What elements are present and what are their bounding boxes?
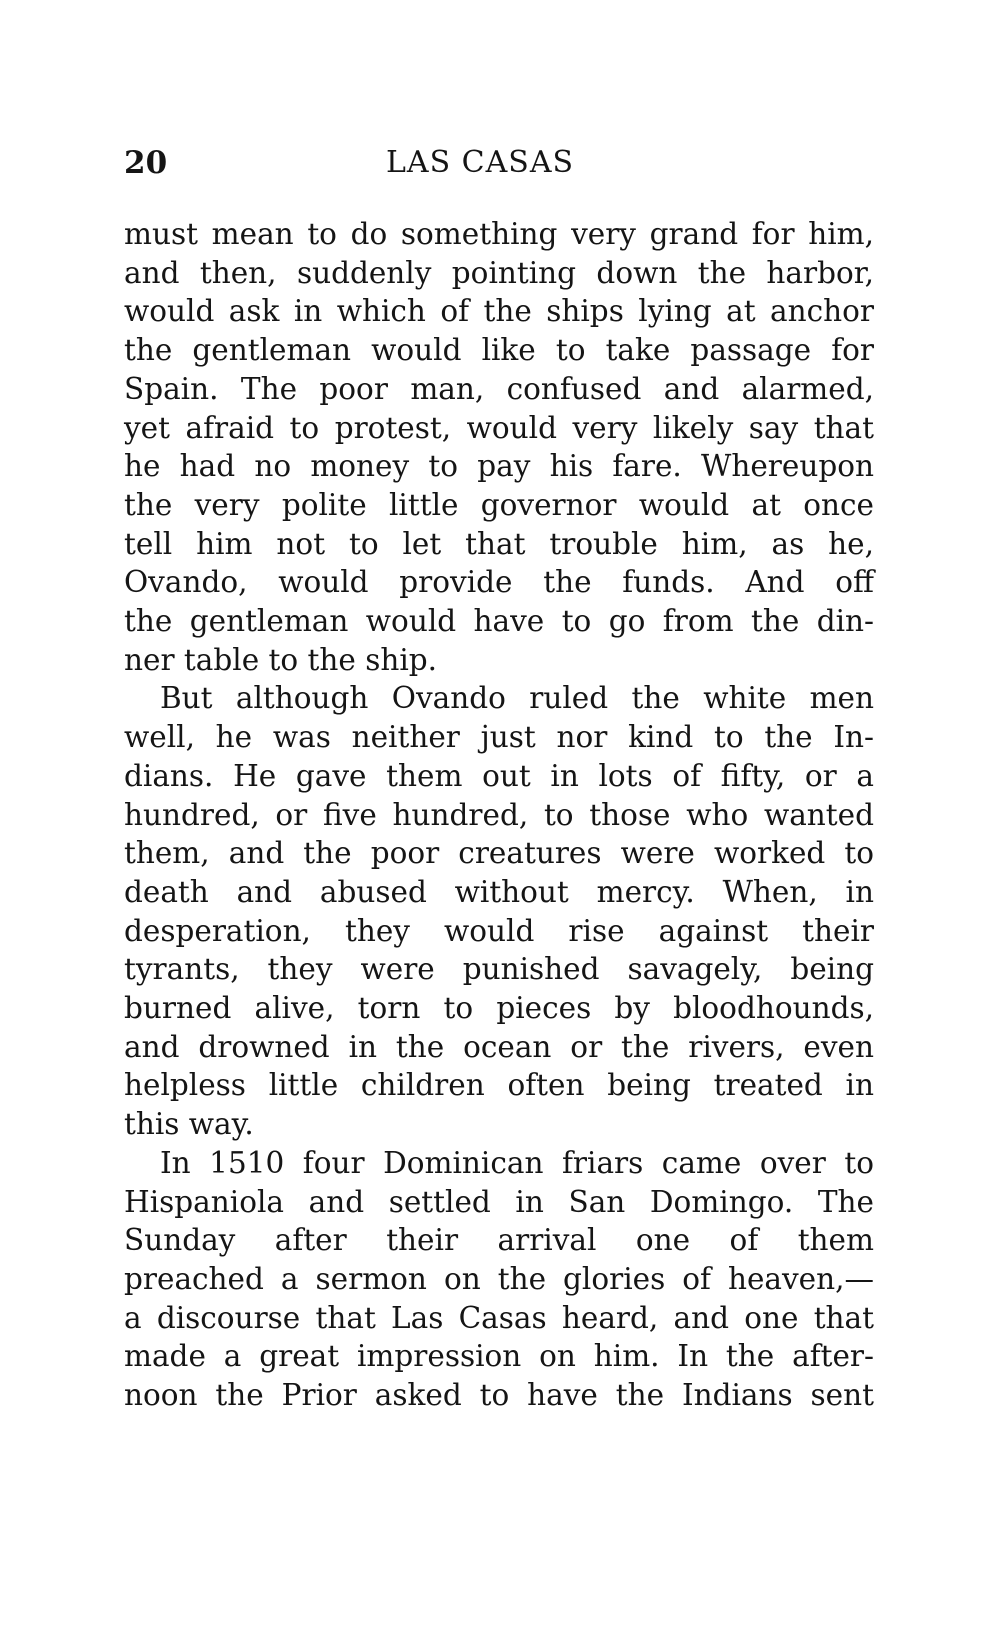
text-line: hundred, or five hundred, to those who wanted [124, 797, 874, 832]
text-line: desperation, they would rise against their [124, 913, 874, 948]
text-line: burned alive, torn to pieces by bloodhounds, [124, 991, 874, 1026]
text-line: helpless little children often being treated in [124, 1068, 874, 1103]
text-line: made a great impression on him. In the after- [124, 1339, 874, 1374]
text-line: would ask in which of the ships lying at anchor [124, 294, 874, 329]
text-line: yet afraid to protest, would very likely say that [124, 410, 874, 445]
text-line: death and abused without mercy. When, in [124, 874, 874, 909]
running-header [124, 138, 874, 188]
text-line: and then, suddenly pointing down the harbor, [124, 255, 874, 290]
text-line: In 1510 four Dominican friars came over to [160, 1145, 874, 1180]
text-line: tyrants, they were punished savagely, being [124, 952, 874, 987]
running-title: LAS CASAS [386, 145, 575, 180]
text-line: preached a sermon on the glories of heaven,— [124, 1261, 874, 1296]
text-line: But although Ovando ruled the white men [160, 681, 874, 716]
text-line: Sunday after their arrival one of them [124, 1223, 874, 1258]
text-line: noon the Prior asked to have the Indians sent [124, 1378, 874, 1413]
text-line: them, and the poor creatures were worked to [124, 836, 874, 871]
paragraph [124, 679, 874, 1143]
text-line: dians. He gave them out in lots of fifty, or a [124, 758, 874, 793]
paragraph [124, 1144, 874, 1415]
text-line: well, he was neither just nor kind to the In- [124, 720, 874, 755]
paragraph [124, 215, 874, 679]
text-line: the gentleman would have to go from the din- [124, 604, 874, 639]
text-line: Spain. The poor man, confused and alarmed, [124, 371, 874, 406]
text-line: he had no money to pay his fare. Whereupon [124, 449, 874, 484]
text-line: must mean to do something very grand for him, [124, 217, 874, 251]
text-line: ner table to the ship. [124, 642, 438, 677]
text-line: and drowned in the ocean or the rivers, even [124, 1029, 874, 1064]
text-line: tell him not to let that trouble him, as he, [124, 526, 874, 561]
text-line: the very polite little governor would at once [124, 487, 874, 522]
text-line: Ovando, would provide the funds. And off [124, 565, 874, 600]
text-line: a discourse that Las Casas heard, and one that [124, 1300, 874, 1335]
text-line: Hispaniola and settled in San Domingo. The [124, 1184, 874, 1219]
text-line: the gentleman would like to take passage for [124, 333, 874, 368]
text-line: this way. [124, 1107, 254, 1142]
body-text [124, 215, 874, 1415]
page-number: 20 [124, 145, 168, 181]
